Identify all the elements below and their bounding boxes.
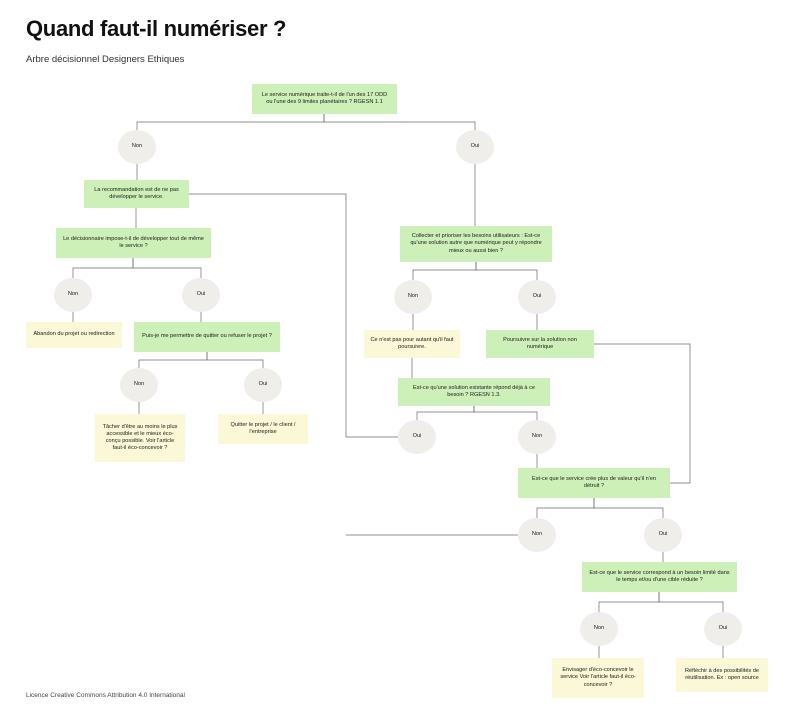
node-n20 [398, 420, 436, 454]
node-n24 [644, 518, 682, 552]
node-label: Est-ce qu'une solution existante répond déjà à ce besoin ? RGESN 1.3. [412, 384, 536, 398]
node-label: Poursuivre sur la solution non numérique [503, 336, 577, 350]
node-label: Oui [196, 291, 206, 298]
node-n12[interactable] [95, 414, 185, 462]
node-label: Non [131, 143, 143, 150]
node-n15 [394, 280, 432, 314]
node-label: Oui [470, 143, 480, 150]
edge-n20-n4 [189, 194, 398, 437]
node-n25[interactable] [582, 562, 737, 592]
node-n18[interactable] [486, 330, 594, 358]
node-n21 [518, 420, 556, 454]
node-n23 [518, 518, 556, 552]
edge-n5-n7 [133, 258, 201, 278]
edge-n1-n2 [137, 114, 324, 130]
node-label: Est-ce que le service correspond à un besoin limité dans le temps et/ou d'une cible réduite ? [589, 569, 730, 583]
license-footer: Licence Creative Commons Attribution 4.0 International [26, 692, 185, 699]
node-n13[interactable] [218, 414, 308, 444]
edge-n18-n22 [594, 344, 690, 483]
edge-n14-n16 [476, 262, 537, 280]
edge-n9-n10 [139, 352, 207, 368]
node-label: Réfléchir à des possibilités de réutilisation. Ex : open source [685, 667, 759, 681]
node-n11 [244, 368, 282, 402]
edge-n19-n21 [474, 406, 537, 420]
edge-n5-n6 [73, 258, 133, 278]
node-label: Non [133, 381, 145, 388]
node-n22[interactable] [518, 468, 670, 498]
node-n27 [704, 612, 742, 646]
node-n29[interactable] [676, 658, 768, 692]
node-label: Le décisionnaire impose-t-il de développer tout de même le service ? [63, 235, 204, 249]
node-n9[interactable] [134, 322, 280, 352]
node-label: Oui [718, 625, 728, 632]
node-label: Est-ce que le service crée plus de valeur qu'il n'en détruit ? [531, 475, 657, 489]
node-label: Non [407, 293, 419, 300]
node-n5[interactable] [56, 228, 211, 258]
node-n26 [580, 612, 618, 646]
node-n14[interactable] [400, 226, 552, 262]
node-n17[interactable] [364, 330, 460, 358]
edge-n25-n27 [659, 592, 723, 612]
node-label: Non [531, 433, 543, 440]
node-n1[interactable] [252, 84, 397, 114]
node-label: Abandon du projet ou redirection [33, 331, 115, 338]
edge-n22-n23 [537, 498, 594, 518]
node-label: Puis-je me permettre de quitter ou refuser le projet ? [142, 333, 272, 340]
node-n16 [518, 280, 556, 314]
node-label: La recommandation est de ne pas développer le service. [94, 186, 179, 200]
node-n8[interactable] [26, 322, 122, 348]
node-label: Non [593, 625, 605, 632]
node-label: Oui [658, 531, 668, 538]
node-label: Oui [532, 293, 542, 300]
edge-n1-n3 [324, 114, 475, 130]
edge-n14-n15 [413, 262, 476, 280]
node-n2 [118, 130, 156, 164]
node-label: Ce n'est pas pour autant qu'il faut poursuivre. [370, 336, 454, 350]
node-label: Envisager d'éco-concevoir le service Voir l'article faut-il éco-concevoir ? [560, 667, 636, 688]
node-n10 [120, 368, 158, 402]
node-label: Tâcher d'être au moins le plus accessible et le mieux éco-conçu possible. Voir l'article faut-il éco-concevoir ? [102, 423, 178, 452]
node-label: Le service numérique traite-t-il de l'un des 17 ODD ou l'une des 9 limites planétaires ? RGESN 1.1 [261, 91, 388, 105]
node-n3 [456, 130, 494, 164]
edge-n22-n24 [594, 498, 663, 518]
node-label: Non [67, 291, 79, 298]
node-n19[interactable] [398, 378, 550, 406]
node-n7 [182, 278, 220, 312]
node-label: Quitter le projet / le client / l'entreprise [230, 421, 296, 435]
node-n6 [54, 278, 92, 312]
node-label: Oui [412, 433, 422, 440]
edge-n25-n26 [599, 592, 659, 612]
node-n28[interactable] [552, 658, 644, 698]
node-label: Non [531, 531, 543, 538]
node-label: Collecter et prioriser les besoins utilisateurs : Est-ce qu'une solution autre que numérique peut y répondre mieux ou aussi bien ? [410, 233, 542, 254]
node-n4[interactable] [84, 180, 189, 208]
page-subtitle: Arbre décisionnel Designers Ethiques [26, 54, 185, 65]
edge-n19-n20 [417, 406, 474, 420]
node-label: Oui [258, 381, 268, 388]
page-title: Quand faut-il numériser ? [26, 16, 287, 41]
edge-n9-n11 [207, 352, 263, 368]
